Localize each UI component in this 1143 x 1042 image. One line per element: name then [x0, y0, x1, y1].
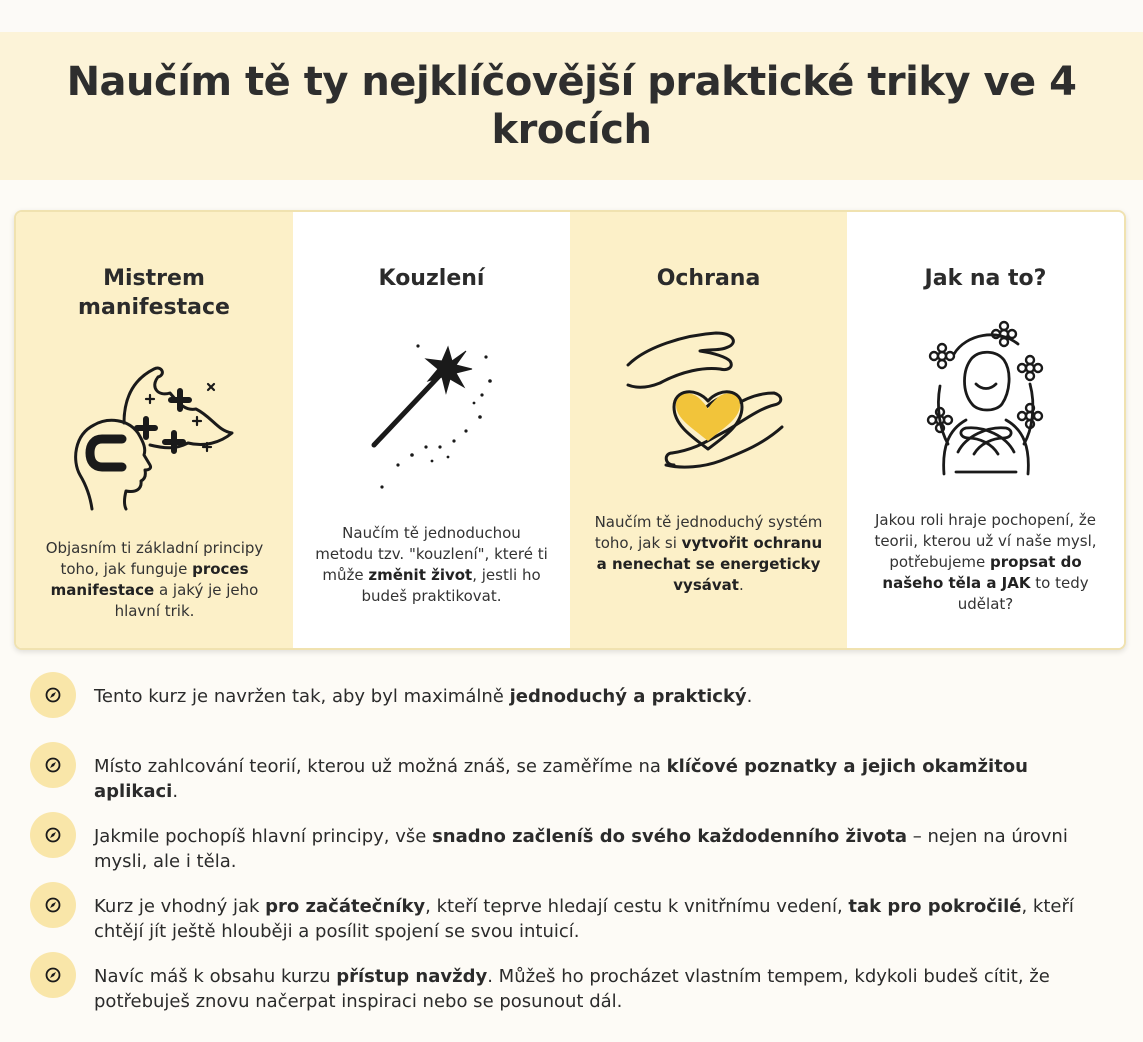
text-segment: to tedy udělat?	[957, 574, 1089, 613]
card-how	[847, 212, 1124, 648]
text-segment: . Můžeš ho procházet vlastním tempem, kdykoli budeš cítit, že potřebuješ znovu načerpat inspiraci nebo se posunout dál.	[94, 966, 1050, 1012]
card-title: Kouzlení	[378, 266, 485, 291]
header-banner	[0, 32, 1143, 180]
text-segment: , jestli ho budeš praktikovat.	[361, 566, 541, 605]
compass-icon	[30, 672, 76, 718]
text-segment: a jaký je jeho hlavní trik.	[114, 581, 259, 620]
list-item-text	[94, 964, 1104, 1014]
compass-icon	[30, 742, 76, 788]
bold-text: vytvořit ochranu a nenechat se energeticky vysávat	[596, 534, 823, 594]
bold-text: jednoduchý a praktický	[509, 686, 747, 707]
compass-icon	[30, 812, 76, 858]
card-manifestation	[16, 212, 293, 648]
text-segment: Objasním ti základní principy toho, jak funguje	[45, 539, 264, 578]
text-segment: , kteří teprve hledají cestu k vnitřnímu vedení,	[425, 896, 849, 917]
top-strip	[0, 0, 1143, 32]
text-segment: Naučím tě jednoduchou metodu tzv. "kouzlení", které ti může	[315, 524, 548, 584]
card-text	[34, 538, 275, 622]
card-text	[865, 510, 1106, 615]
text-segment: , kteří chtějí jít ještě hlouběji a posílit spojení se svou intuicí.	[94, 896, 1074, 942]
compass-icon	[30, 952, 76, 998]
card-title: Ochrana	[656, 266, 761, 291]
text-segment: .	[746, 686, 753, 707]
text-segment: Místo zahlcování teorií, kterou už možná znáš, se zaměříme na	[94, 756, 667, 777]
bold-text: tak pro pokročilé	[848, 896, 1022, 917]
card-title: Mistrem manifestace	[78, 266, 230, 320]
page-title: Naučím tě ty nejklíčovější praktické triky ve 4 krocích	[66, 59, 1077, 153]
text-segment: Tento kurz je navržen tak, aby byl maximálně	[94, 686, 510, 707]
hands-heart-icon	[624, 327, 794, 481]
text-segment: Naučím tě jednoduchý systém toho, jak si	[594, 513, 823, 552]
bold-text: pro začátečníky	[265, 896, 426, 917]
card-title: Jak na to?	[924, 266, 1047, 291]
list-item-text	[94, 754, 1104, 804]
bold-text: propsat do našeho těla a JAK	[882, 553, 1082, 592]
list-item-text	[94, 894, 1104, 944]
steps-cards	[14, 210, 1126, 650]
text-segment: – nejen na úrovni mysli, ale i těla.	[94, 826, 1068, 872]
bold-text: proces manifestace	[50, 560, 249, 599]
bold-text: změnit život	[368, 566, 473, 584]
card-text	[588, 512, 829, 596]
text-segment: Jakou roli hraje pochopení, že teorii, kterou už ví naše mysl, potřebujeme	[874, 511, 1097, 571]
magnet-head-icon	[70, 357, 240, 521]
bold-text: snadno začleníš do svého každodenního života	[432, 826, 908, 847]
card-protection	[570, 212, 847, 648]
card-text	[311, 523, 552, 607]
compass-icon	[30, 882, 76, 928]
bold-text: klíčové poznatky a jejich okamžitou aplikaci	[94, 756, 1028, 802]
text-segment: .	[172, 781, 179, 802]
bold-text: přístup navždy	[336, 966, 488, 987]
self-hug-icon	[926, 320, 1046, 484]
list-item-text	[94, 684, 1104, 709]
text-segment: .	[738, 576, 744, 594]
magic-wand-icon	[362, 337, 502, 501]
text-segment: Kurz je vhodný jak	[94, 896, 266, 917]
text-segment: Jakmile pochopíš hlavní principy, vše	[94, 826, 433, 847]
list-item-text	[94, 824, 1104, 874]
card-magic	[293, 212, 570, 648]
text-segment: Navíc máš k obsahu kurzu	[94, 966, 337, 987]
